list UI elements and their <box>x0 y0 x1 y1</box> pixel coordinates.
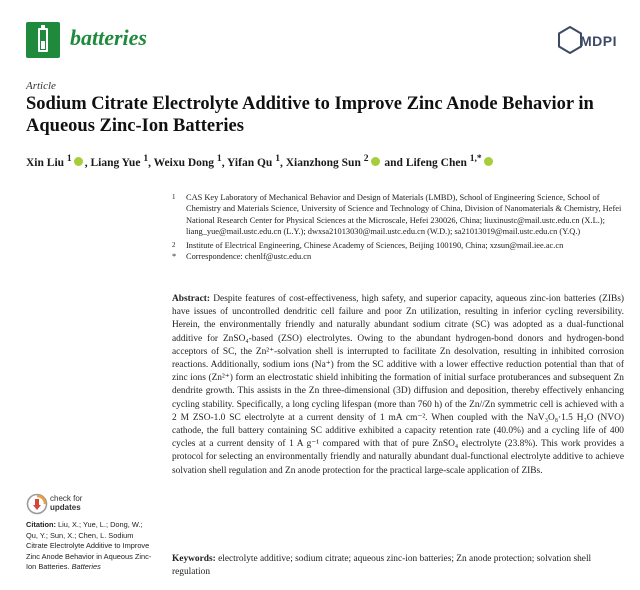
abstract <box>172 293 624 478</box>
author-affiliation-mark: 1,* <box>469 153 482 164</box>
author-affiliation-mark: 2 <box>363 153 369 164</box>
author <box>90 153 149 169</box>
article-title: Sodium Citrate Electrolyte Additive to Improve Zinc Anode Behavior in Aqueous Zinc-Ion Batteries <box>26 94 594 136</box>
affiliation-text: CAS Key Laboratory of Mechanical Behavior and Design of Materials (LMBD), School of Engineering Science, School of Chemistry and Materials Science, University of Science and Technology of China, Division of Nanomaterials & Chemistry, Hefei National Research Center for Physical Sciences at the Microscale, Hefei 230026, China; liuxinustc@mail.ustc.edu.cn (X.L.); liang_yue@mail.ustc.edu.cn (L.Y.); dwxsa21013030@mail.ustc.edu.cn (W.D.); sa21013019@mail.ustc.edu.cn (Y.Q.) <box>186 193 622 236</box>
author-affiliation-mark: 1 <box>143 153 149 164</box>
author <box>26 153 85 169</box>
orcid-icon[interactable] <box>371 157 380 166</box>
author-name: Yifan Qu <box>227 156 276 169</box>
affiliations <box>172 192 624 263</box>
check-updates-icon <box>26 493 48 515</box>
affiliation-2 <box>172 240 624 251</box>
author-name: Liang Yue <box>90 156 144 169</box>
check-updates-label: check for updates <box>50 494 83 512</box>
author-name: Lifeng Chen <box>405 156 470 169</box>
author-affiliation-mark: 1 <box>275 153 280 164</box>
mdpi-logo[interactable] <box>558 26 616 56</box>
orcid-icon[interactable] <box>484 157 493 166</box>
article-type: Article <box>26 80 56 92</box>
battery-journal-logo <box>26 22 60 58</box>
mdpi-hexagon-icon <box>558 26 582 54</box>
orcid-icon[interactable] <box>74 157 83 166</box>
abstract-label: Abstract: <box>172 294 211 304</box>
author <box>153 153 222 169</box>
author-name: Xin Liu <box>26 156 67 169</box>
affiliation-mark: 2 <box>172 241 176 250</box>
affiliation-mark: 1 <box>172 193 176 201</box>
author <box>405 153 495 169</box>
keywords-label: Keywords: <box>172 554 216 564</box>
affiliation-text: Institute of Electrical Engineering, Chinese Academy of Sciences, Beijing 100190, China; xzsun@mail.iee.ac.cn <box>186 241 564 251</box>
keywords-text: electrolyte additive; sodium citrate; aqueous zinc-ion batteries; Zn anode protection; solvation shell regulation <box>172 554 592 578</box>
correspondence <box>172 251 624 262</box>
journal-name: batteries <box>70 25 147 50</box>
abstract-text: Despite features of cost-effectiveness, high safety, and superior capacity, aqueous zinc-ion batteries (ZIBs) have issues of uncontrolled dendritic cell failure and poor Zn utilization, resulting in inferior cycling reversibility. Herein, the environmentally friendly and naturally abundant sodium citrate (SC) was adopted as a dual-functional additive for ZnSO₄-based (ZSO) electrolytes. Owing to the abundant hydrogen-bond donors and hydrogen-bond acceptors of SC, the Zn²⁺-solvation shell is interrupted to facilitate Zn desolvation, resulting in inhibited corrosion reactions. Additionally, sodium ions (Na⁺) from the SC additive with a lower effective reduction potential than that of zinc ions (Zn²⁺) form an electrostatic shield inhibiting the formation of initial surface protuberances and subsequent Zn dendrite growth. This assists in the Zn three-dimensional (3D) diffusion and deposition, thereby effectively enhancing cycling stability. Specifically, a long cycling lifespan (more than 760 h) of the Zn//Zn symmetric cell is achieved with a 2 M ZSO-1.0 SC electrolyte at a current density of 1 mA cm⁻². When coupled with the NaV₃O₈·1.5 H₂O (NVO) cathode, the full battery containing SC additive exhibited a capacity retention rate (40.0%) and a cycling life of 400 cycles at a current density of 1 A g⁻¹ compared with that of pure ZnSO₄ electrolyte (23.8%). This work provides a protocol for selecting an environmentally friendly and naturally abundant dual-functional electrolyte additive to achieve solvation shell regulation and Zn anode protection for the practical large-scale application of ZIBs. <box>172 294 625 476</box>
keywords <box>172 553 624 579</box>
citation-label: Citation: <box>26 520 56 529</box>
publisher-name: MDPI <box>580 33 617 49</box>
author-affiliation-mark: 1 <box>216 153 222 164</box>
citation-text: Liu, X.; Yue, L.; Dong, W.; Qu, Y.; Sun, X.; Chen, L. Sodium Citrate Electrolyte Additive to Improve Zinc Anode Behavior in Aqueous Zinc-Ion Batteries. <box>26 520 152 572</box>
author-name: Weixu Dong <box>153 156 217 169</box>
correspondence-mark: * <box>172 252 177 262</box>
author <box>227 153 280 169</box>
journal-header <box>26 22 616 68</box>
correspondence-text: Correspondence: chenlf@ustc.edu.cn <box>186 252 312 262</box>
author <box>285 153 382 169</box>
citation-block <box>26 520 154 590</box>
author-name: Xianzhong Sun <box>285 156 364 169</box>
author-affiliation-mark: 1 <box>66 153 72 164</box>
battery-icon <box>38 28 48 52</box>
citation-journal: Batteries <box>71 562 101 572</box>
author-list: Xin Liu $^1$ , Liang Yue $^1$, Weixu Dong $^1$, Yifan Qu $^1$, Xianzhong Sun $^2$ and Lifeng Chen $^{1,*}$ <box>26 152 626 170</box>
affiliation-1 <box>172 192 624 237</box>
check-for-updates-badge[interactable] <box>26 493 116 517</box>
